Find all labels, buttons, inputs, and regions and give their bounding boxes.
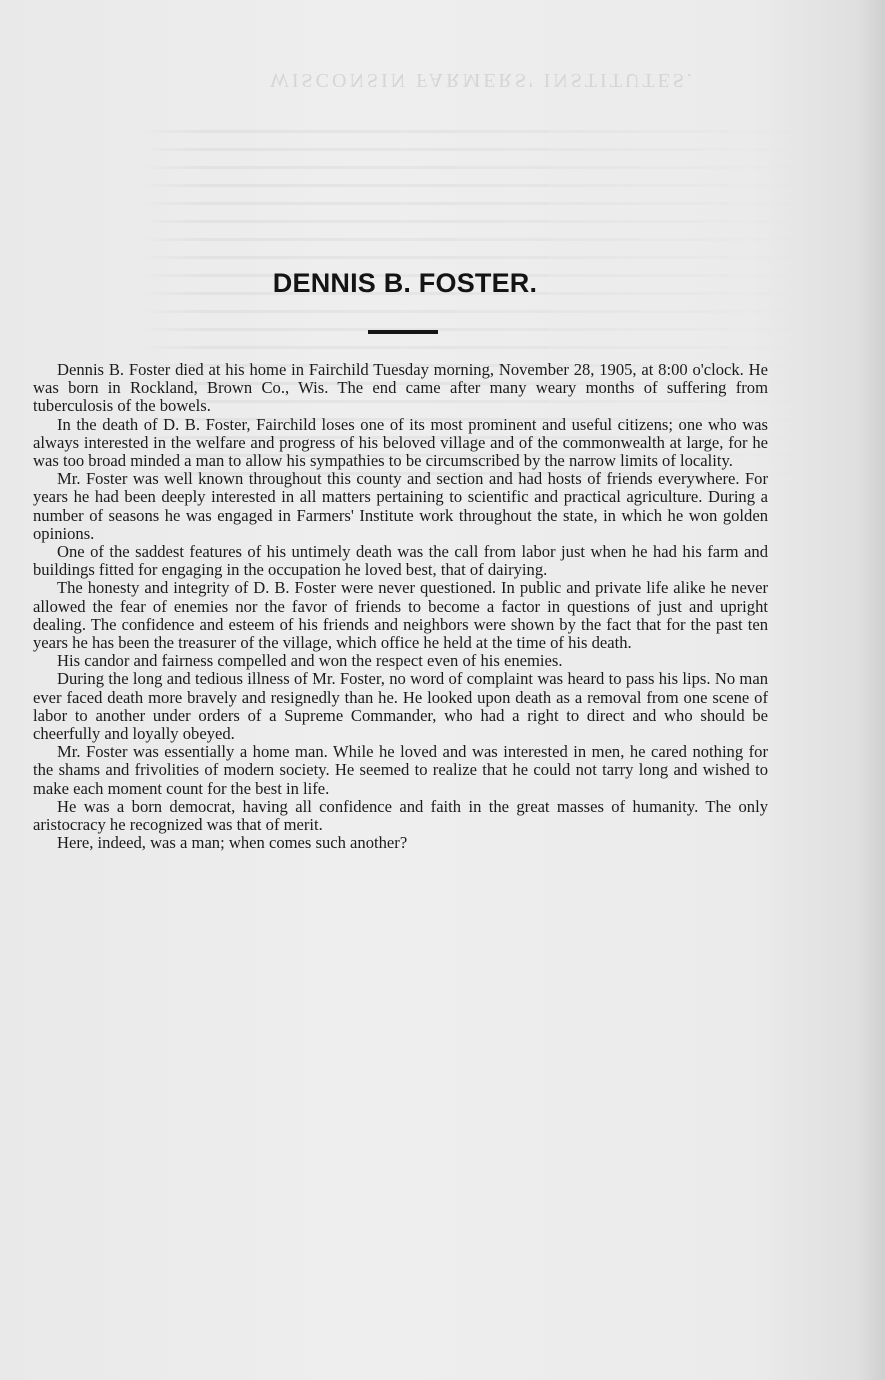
paragraph: Mr. Foster was essentially a home man. While he loved and was interested in men, he cared nothing for the shams and frivolities of modern society. He seemed to realize that he could not tarry long and wished to make each moment count for the best in life.	[33, 742, 768, 798]
page-title: DENNIS B. FOSTER.	[272, 268, 538, 298]
paragraph: His candor and fairness compelled and won the respect even of his enemies.	[57, 651, 563, 671]
paragraph: One of the saddest features of his untimely death was the call from labor just when he had his farm and buildings fitted for engaging in the occupation he loved best, that of dairying.	[33, 542, 768, 580]
bleed-through-header: WISCONSIN FARMERS' INSTITUTES.	[270, 69, 695, 91]
paragraph: Here, indeed, was a man; when comes such another?	[57, 833, 408, 853]
paragraph: He was a born democrat, having all confidence and faith in the great masses of humanity. The only aristocracy he recognized was that of merit.	[33, 796, 768, 835]
paragraph: Mr. Foster was well known throughout this county and section and had hosts of friends everywhere. For years he had been deeply interested in all matters pertaining to scientific and practical agriculture. During a number of seasons he was engaged in Farmers' Institute work throughout the state, in which he won golden opinions.	[33, 469, 768, 543]
paragraph: During the long and tedious illness of Mr. Foster, no word of complaint was heard to pass his lips. No man ever faced death more bravely and resignedly than he. He looked upon death as a removal from one scene of labor to another under orders of a Supreme Commander, who had a right to direct and who should be cheerfully and loyally obeyed.	[33, 669, 768, 744]
paragraph: Dennis B. Foster died at his home in Fairchild Tuesday morning, November 28, 1905, at 8:00 o'clock. He was born in Rockland, Brown Co., Wis. The end came after many weary months of suffering from tuberculosis of the bowels.	[33, 360, 768, 416]
title-divider	[368, 330, 438, 334]
paragraph: In the death of D. B. Foster, Fairchild loses one of its most prominent and useful citizens; one who was always interested in the welfare and progress of his beloved village and of the commonwealth at large, for he was too broad minded a man to allow his sympathies to be circumscribed by the narrow limits of locality.	[33, 414, 768, 471]
obituary-text	[33, 361, 768, 852]
paragraph: The honesty and integrity of D. B. Foster were never questioned. In public and private life alike he never allowed the fear of enemies nor the favor of friends to become a factor in questions of just and upright dealing. The confidence and esteem of his friends and neighbors were shown by the fact that for the past ten years he has been the treasurer of the village, which office he held at the time of his death.	[33, 578, 768, 653]
